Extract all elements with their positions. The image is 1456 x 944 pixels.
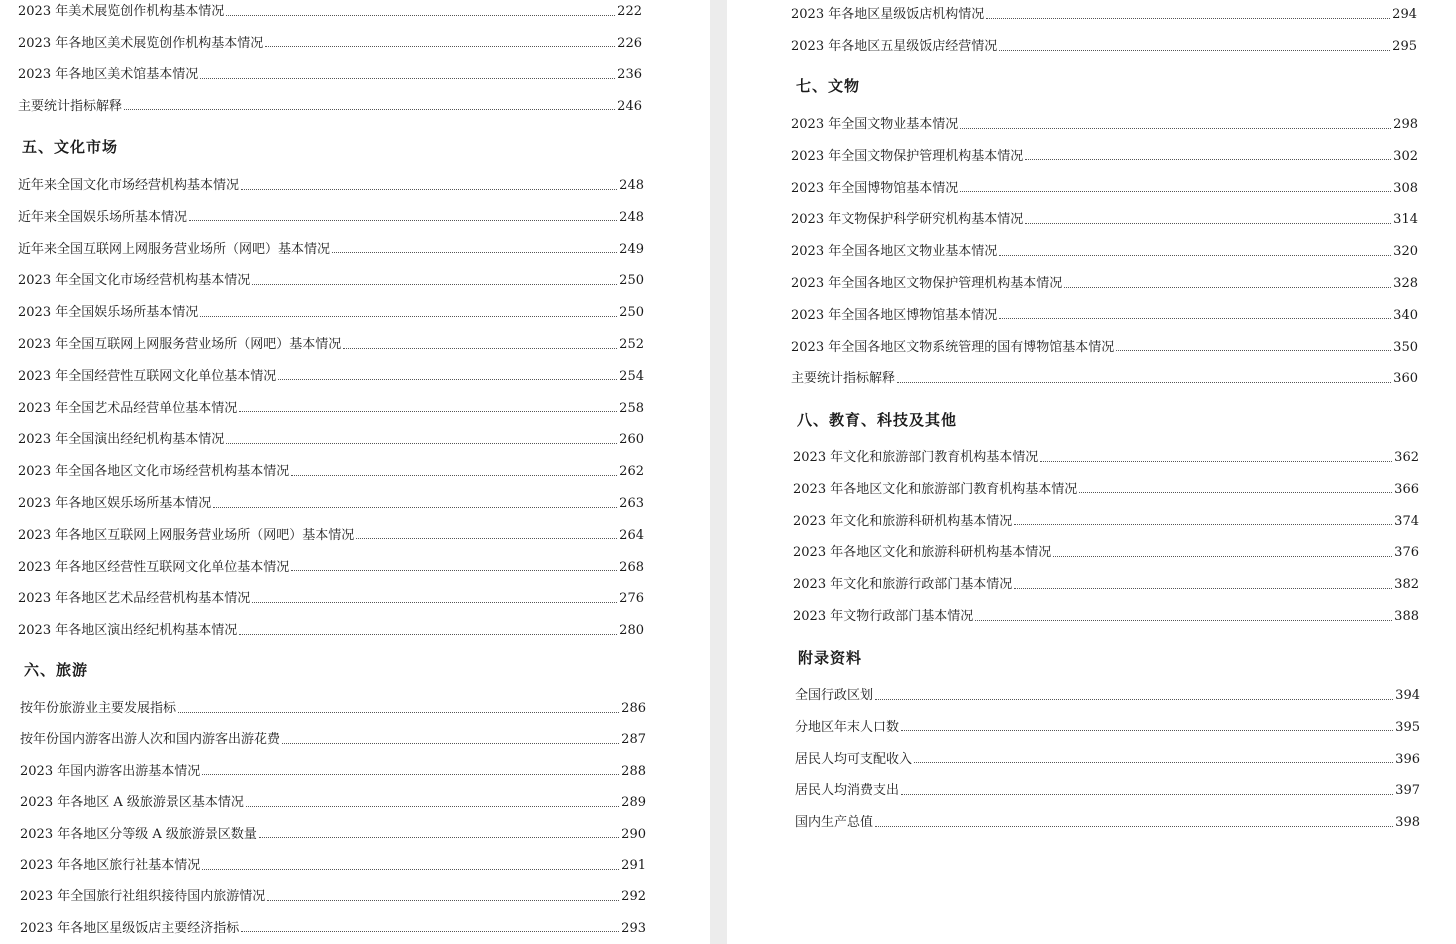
toc-entry-title: 2023 年文物行政部门基本情况 (793, 609, 974, 624)
dot-leader (241, 189, 617, 190)
toc-entry[interactable] (791, 370, 1418, 388)
toc-entry-page-number: 288 (621, 763, 646, 779)
dot-leader (1116, 350, 1391, 351)
toc-entry-page-number: 248 (619, 178, 644, 193)
toc-entry-page-number: 382 (1394, 577, 1419, 593)
dot-leader (189, 220, 617, 221)
toc-entry[interactable] (20, 763, 646, 781)
section-heading: 八、教育、科技及其他 (797, 411, 958, 429)
section-heading: 五、文化市场 (22, 138, 119, 156)
toc-entry-title: 按年份国内游客出游人次和国内游客出游花费 (20, 732, 281, 748)
dot-leader (986, 18, 1390, 19)
dot-leader (282, 743, 619, 744)
toc-entry-title: 2023 年美术展览创作机构基本情况 (18, 4, 225, 19)
toc-page-left (0, 0, 710, 944)
toc-entry[interactable] (791, 38, 1417, 56)
dot-leader (1053, 556, 1392, 557)
toc-entry-title: 居民人均消费支出 (795, 783, 900, 799)
dot-leader (178, 712, 619, 713)
dot-leader (267, 900, 619, 901)
toc-entry-page-number: 394 (1395, 688, 1420, 703)
dot-leader (875, 699, 1393, 700)
toc-entry[interactable] (791, 243, 1418, 261)
toc-entry-title: 2023 年全国互联网上网服务营业场所（网吧）基本情况 (18, 337, 342, 352)
toc-entry[interactable] (791, 148, 1418, 166)
toc-entry-page-number: 350 (1393, 339, 1418, 355)
toc-entry-page-number: 222 (617, 4, 642, 19)
dot-leader (278, 379, 617, 380)
toc-entry-page-number: 295 (1392, 39, 1417, 54)
toc-entry[interactable] (20, 700, 646, 718)
toc-entry-title: 2023 年各地区娱乐场所基本情况 (18, 496, 212, 511)
section-heading: 七、文物 (796, 77, 861, 95)
toc-entry-title: 2023 年各地区 A 级旅游景区基本情况 (20, 795, 244, 811)
toc-entry[interactable] (791, 307, 1418, 325)
toc-entry-title: 2023 年全国各地区文物系统管理的国有博物馆基本情况 (791, 339, 1115, 355)
toc-entry[interactable] (18, 177, 644, 195)
toc-entry-page-number: 320 (1393, 244, 1418, 260)
toc-entry-title: 2023 年各地区文化和旅游科研机构基本情况 (793, 545, 1052, 561)
toc-entry-page-number: 287 (621, 732, 646, 748)
toc-entry[interactable] (20, 920, 646, 938)
toc-entry-page-number: 262 (619, 464, 644, 480)
toc-entry-page-number: 398 (1395, 815, 1420, 831)
dot-leader (252, 602, 617, 603)
toc-entry-title: 2023 年全国博物馆基本情况 (791, 180, 959, 196)
toc-entry-page-number: 396 (1395, 751, 1420, 767)
dot-leader (999, 255, 1391, 256)
dot-leader (291, 570, 617, 571)
toc-entry-page-number: 290 (621, 826, 646, 842)
toc-entry[interactable] (18, 272, 644, 290)
toc-entry-title: 按年份旅游业主要发展指标 (20, 701, 177, 716)
dot-leader (960, 191, 1391, 192)
toc-entry-title: 2023 年全国演出经纪机构基本情况 (18, 432, 225, 448)
toc-entry[interactable] (18, 304, 644, 322)
dot-leader (1079, 492, 1392, 493)
toc-entry[interactable] (791, 339, 1418, 357)
toc-entry[interactable] (18, 559, 644, 577)
dot-leader (901, 794, 1393, 795)
dot-leader (960, 128, 1391, 129)
toc-entry-title: 主要统计指标解释 (791, 371, 896, 387)
toc-entry[interactable] (795, 814, 1420, 832)
dot-leader (999, 50, 1390, 51)
dot-leader (356, 538, 617, 539)
toc-entry[interactable] (795, 719, 1420, 737)
dot-leader (291, 475, 617, 476)
toc-entry-title: 2023 年文化和旅游行政部门基本情况 (793, 577, 1013, 593)
toc-entry-page-number: 292 (621, 889, 646, 905)
toc-entry[interactable] (18, 400, 644, 418)
toc-entry[interactable] (795, 782, 1420, 800)
toc-entry[interactable] (18, 98, 642, 116)
dot-leader (332, 252, 617, 253)
dot-leader (1025, 223, 1391, 224)
toc-entry-title: 2023 年各地区星级饭店机构情况 (791, 7, 985, 22)
toc-entry[interactable] (18, 431, 644, 449)
dot-leader (200, 78, 615, 79)
toc-entry[interactable] (20, 794, 646, 812)
dot-leader (265, 46, 615, 47)
toc-entry[interactable] (20, 731, 646, 749)
toc-entry[interactable] (18, 66, 642, 84)
toc-entry-page-number: 395 (1395, 719, 1420, 735)
dot-leader (897, 382, 1391, 383)
toc-entry-title: 2023 年全国经营性互联网文化单位基本情况 (18, 368, 277, 384)
dot-leader (202, 869, 619, 870)
toc-entry[interactable] (18, 209, 644, 227)
toc-page-right (727, 0, 1456, 944)
toc-entry[interactable] (20, 857, 646, 875)
toc-entry-page-number: 298 (1393, 117, 1418, 132)
toc-entry-page-number: 254 (619, 368, 644, 384)
toc-entry-page-number: 360 (1393, 371, 1418, 387)
toc-entry[interactable] (18, 590, 644, 608)
dot-leader (999, 318, 1391, 319)
toc-entry-page-number: 328 (1393, 276, 1418, 291)
toc-entry-page-number: 291 (621, 858, 646, 873)
toc-entry-title: 2023 年全国娱乐场所基本情况 (18, 305, 199, 321)
toc-entry-title: 2023 年全国文物业基本情况 (791, 117, 959, 132)
toc-entry-page-number: 314 (1393, 212, 1418, 228)
toc-entry-page-number: 226 (617, 35, 642, 51)
toc-entry-title: 2023 年全国各地区博物馆基本情况 (791, 307, 998, 323)
toc-entry-title: 2023 年各地区互联网上网服务营业场所（网吧）基本情况 (18, 527, 355, 543)
toc-entry-title: 2023 年全国艺术品经营单位基本情况 (18, 400, 238, 416)
dot-leader (200, 316, 617, 317)
toc-entry-page-number: 289 (621, 795, 646, 811)
dot-leader (202, 774, 619, 775)
toc-entry-page-number: 250 (619, 305, 644, 321)
toc-entry-page-number: 250 (619, 273, 644, 289)
toc-entry-page-number: 374 (1394, 513, 1419, 529)
toc-entry[interactable] (791, 275, 1418, 293)
toc-entry-page-number: 302 (1393, 148, 1418, 164)
toc-entry-title: 2023 年全国旅行社组织接待国内旅游情况 (20, 889, 266, 905)
toc-entry-title: 居民人均可支配收入 (795, 751, 913, 767)
toc-entry-page-number: 294 (1392, 7, 1417, 22)
toc-entry[interactable] (793, 513, 1419, 531)
toc-entry-page-number: 249 (619, 241, 644, 257)
toc-entry-page-number: 236 (617, 67, 642, 82)
toc-entry-page-number: 248 (619, 209, 644, 225)
toc-entry-page-number: 260 (619, 432, 644, 448)
toc-entry-page-number: 293 (621, 920, 646, 936)
dot-leader (914, 762, 1393, 763)
toc-entry-title: 2023 年全国文化市场经营机构基本情况 (18, 273, 251, 289)
toc-entry-page-number: 308 (1393, 180, 1418, 196)
dot-leader (124, 109, 615, 110)
toc-entry-title: 全国行政区划 (795, 688, 874, 703)
toc-entry[interactable] (793, 481, 1419, 499)
toc-entry-title: 2023 年各地区经营性互联网文化单位基本情况 (18, 559, 290, 575)
toc-entry[interactable] (20, 826, 646, 844)
dot-leader (259, 837, 619, 838)
toc-entry[interactable] (791, 116, 1418, 134)
toc-entry[interactable] (18, 336, 644, 354)
toc-entry-page-number: 340 (1393, 307, 1418, 323)
dot-leader (246, 806, 619, 807)
toc-entry-page-number: 376 (1394, 545, 1419, 561)
toc-entry[interactable] (18, 622, 644, 640)
dot-leader (1014, 588, 1392, 589)
toc-entry-title: 2023 年各地区美术馆基本情况 (18, 67, 199, 82)
toc-entry[interactable] (795, 751, 1420, 769)
toc-entry[interactable] (793, 576, 1419, 594)
section-heading: 六、旅游 (24, 661, 89, 679)
section-heading: 附录资料 (798, 649, 863, 667)
toc-entry[interactable] (18, 463, 644, 481)
toc-entry[interactable] (20, 888, 646, 906)
toc-entry[interactable] (18, 495, 644, 513)
toc-entry[interactable] (795, 687, 1420, 705)
toc-entry-title: 2023 年全国各地区文化市场经营机构基本情况 (18, 464, 290, 480)
dot-leader (226, 443, 617, 444)
toc-entry-title: 2023 年文物保护科学研究机构基本情况 (791, 212, 1024, 228)
toc-entry-page-number: 264 (619, 527, 644, 543)
toc-entry-title: 分地区年末人口数 (795, 719, 900, 735)
toc-entry[interactable] (18, 368, 644, 386)
dot-leader (975, 620, 1392, 621)
toc-entry-title: 2023 年各地区文化和旅游部门教育机构基本情况 (793, 481, 1078, 497)
toc-entry-title: 近年来全国互联网上网服务营业场所（网吧）基本情况 (18, 241, 331, 257)
dot-leader (875, 826, 1393, 827)
toc-entry-title: 主要统计指标解释 (18, 98, 123, 114)
dot-leader (239, 634, 617, 635)
toc-entry-page-number: 280 (619, 623, 644, 639)
dot-leader (1014, 524, 1392, 525)
toc-entry-page-number: 252 (619, 337, 644, 352)
dot-leader (1025, 159, 1391, 160)
toc-entry[interactable] (793, 544, 1419, 562)
toc-entry[interactable] (18, 35, 642, 53)
toc-entry-title: 2023 年全国文物保护管理机构基本情况 (791, 148, 1024, 164)
toc-entry-title: 2023 年文化和旅游部门教育机构基本情况 (793, 450, 1039, 465)
toc-entry[interactable] (793, 449, 1419, 467)
toc-entry-title: 2023 年国内游客出游基本情况 (20, 763, 201, 779)
toc-entry-page-number: 246 (617, 98, 642, 114)
toc-entry[interactable] (791, 211, 1418, 229)
toc-entry-title: 2023 年各地区星级饭店主要经济指标 (20, 920, 240, 936)
dot-leader (1064, 287, 1391, 288)
toc-entry-page-number: 258 (619, 400, 644, 416)
toc-entry-page-number: 397 (1395, 783, 1420, 799)
toc-entry-page-number: 263 (619, 496, 644, 511)
toc-entry[interactable] (18, 241, 644, 259)
toc-entry-page-number: 286 (621, 701, 646, 716)
toc-entry-title: 2023 年各地区演出经纪机构基本情况 (18, 623, 238, 639)
dot-leader (239, 411, 617, 412)
dot-leader (343, 348, 617, 349)
dot-leader (901, 730, 1393, 731)
dot-leader (213, 507, 617, 508)
toc-entry-page-number: 268 (619, 559, 644, 575)
toc-entry-page-number: 366 (1394, 481, 1419, 497)
toc-entry[interactable] (18, 527, 644, 545)
toc-entry-page-number: 276 (619, 591, 644, 607)
toc-entry-title: 2023 年各地区五星级饭店经营情况 (791, 39, 998, 54)
toc-entry-title: 2023 年各地区艺术品经营机构基本情况 (18, 591, 251, 607)
dot-leader (1040, 461, 1392, 462)
dot-leader (252, 284, 617, 285)
toc-entry-title: 近年来全国娱乐场所基本情况 (18, 209, 188, 225)
toc-entry-title: 2023 年全国各地区文物业基本情况 (791, 244, 998, 260)
toc-entry-title: 2023 年全国各地区文物保护管理机构基本情况 (791, 276, 1063, 291)
toc-entry-title: 2023 年各地区旅行社基本情况 (20, 858, 201, 873)
toc-entry-title: 2023 年各地区分等级 A 级旅游景区数量 (20, 826, 257, 842)
toc-entry-title: 2023 年各地区美术展览创作机构基本情况 (18, 35, 264, 51)
dot-leader (241, 931, 619, 932)
toc-entry[interactable] (791, 6, 1417, 24)
toc-entry[interactable] (791, 180, 1418, 198)
toc-entry-title: 国内生产总值 (795, 815, 874, 831)
toc-entry-title: 2023 年文化和旅游科研机构基本情况 (793, 513, 1013, 529)
toc-entry[interactable] (793, 608, 1419, 626)
toc-entry-page-number: 362 (1394, 450, 1419, 465)
toc-entry-title: 近年来全国文化市场经营机构基本情况 (18, 178, 240, 193)
toc-entry-page-number: 388 (1394, 609, 1419, 624)
toc-entry[interactable] (18, 3, 642, 21)
dot-leader (226, 15, 615, 16)
